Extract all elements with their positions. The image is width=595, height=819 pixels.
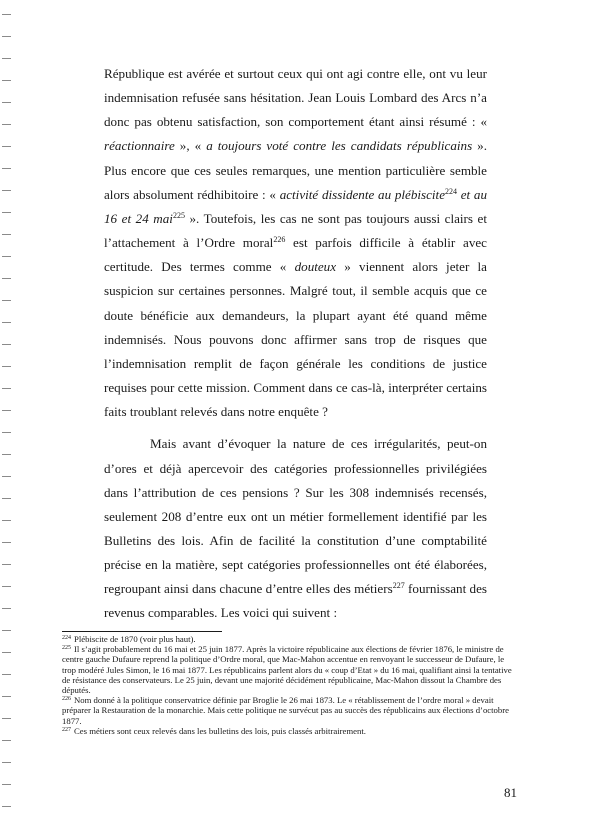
binding-mark [2,344,11,345]
binding-mark [2,80,11,81]
footnote-ref-227: 227 [392,581,405,591]
binding-mark [2,366,11,367]
binding-mark [2,36,11,37]
binding-mark [2,586,11,587]
binding-mark [2,740,11,741]
footnote-226: $^{226}$ Nom donné à la politique conservatrice définie par Broglie le 26 mai 1873. Le « rétablissement de l’ordre moral » devait préparer la Restauration de la monarchie. Mais cette politique ne survécut pas au succès des républicains aux élections d’octobre 1877. [62,695,509,726]
binding-mark [2,784,11,785]
binding-mark [2,234,11,235]
binding-mark [2,608,11,609]
page-number: 81 [504,785,517,800]
binding-mark [2,696,11,697]
binding-mark [2,718,11,719]
binding-mark [2,322,11,323]
binding-mark [2,630,11,631]
quote-mai: et au 16 et 24 mai [104,186,487,226]
binding-mark [2,124,11,125]
binding-mark [2,410,11,411]
binding-mark [2,674,11,675]
binding-mark [2,190,11,191]
quote-douteux: douteux [294,259,337,275]
binding-mark [2,542,11,543]
binding-mark [2,476,11,477]
binding-mark [2,146,11,147]
binding-mark [2,806,11,807]
footnote-227: $^{227}$ Ces métiers sont ceux relevés dans les bulletins des lois, puis classés arbitrairement. [62,725,366,736]
footnotes [62,634,517,736]
binding-mark [2,14,11,15]
paragraph-2: Mais avant d’évoquer la nature de ces irrégularités, peut-on d’ores et déjà apercevoir des catégories professionnelles privilégiées dans l’attribution de ces pensions ? Sur les 308 indemnisés recensés, seulement 208 d’entre eux ont un métier formellement identifié par les Bulletins des lois. Afin de facilité la constitution d’une comptabilité précise en la matière, sept catégories professionnelles ont été élaborées, regroupant ainsi dans chacune d’entre elles des métiers$^{227}$ fournissant des revenus comparables. Les voici qui suivent : [104,436,487,621]
paragraph-1: République est avérée et surtout ceux qui ont agi contre elle, ont vu leur indemnisation refusée sans hésitation. Jean Louis Lombard des Arcs n’a donc pas obtenu satisfaction, son comportement étant ainsi résumé : « réactionnaire », « a toujours voté contre les candidats républicains ». Plus encore que ces seules remarques, une mention particulière semble alors absolument rédhibitoire : « activité dissidente au plébiscite$^{224}$ et au 16 et 24 mai$^{225}$ ». Toutefois, les cas ne sont pas toujours aussi clairs et l’attachement à l’Ordre moral$^{226}$ est parfois difficile à établir avec certitude. Des termes comme « douteux » viennent alors jeter la suspicion sur certaines personnes. Malgré tout, il semble acquis que ce doute bénéficie aux demandeurs, la plupart ayant été quand même indemnisés. Nous pouvons donc affirmer sans trop de risques que l’indemnisation remplit de façon générale les conditions de justice requises pour cette mission. Comment dans ce cas-là, interpréter certains faits troublant relevés dans notre enquête ? [104,66,488,420]
binding-mark [2,652,11,653]
binding-mark [2,388,11,389]
footnote-ref-224: 224 [445,186,458,196]
binding-mark [2,300,11,301]
binding-mark [2,212,11,213]
binding-mark [2,58,11,59]
binding-mark [2,564,11,565]
binding-mark [2,168,11,169]
binding-mark [2,454,11,455]
binding-mark [2,498,11,499]
binding-holes [0,0,18,819]
quote-reactionnaire: réactionnaire [104,138,175,154]
binding-mark [2,520,11,521]
footnote-ref-225: 225 [172,210,185,220]
binding-mark [2,102,11,103]
binding-mark [2,762,11,763]
binding-mark [2,278,11,279]
binding-mark [2,432,11,433]
quote-vote: a toujours voté contre les candidats républicains [206,138,473,154]
footnote-separator [62,631,222,632]
binding-mark [2,256,11,257]
footnote-225: $^{225}$ Il s’agit probablement du 16 mai et 25 juin 1877. Après la victoire républicaine aux élections de février 1876, le ministre de centre gauche Dufaure reprend la politique d’Ordre moral, que Mac-Mahon accentue en renvoyant le successeur de Dufaure, le trop modéré Jules Simon, le 16 mai 1877. Les républicains parlent alors du « coup d’Etat » du 16 mai, qualifiant ainsi la tentative de résistance des conservateurs. Le 25 juin, devant une majorité décidément républicaine, Mac-Mahon dissout la Chambre des députés. [62,644,512,696]
quote-activite: activité dissidente au plébiscite [279,186,446,202]
footnote-224: $^{224}$ Plébiscite de 1870 (voir plus haut). [62,634,196,644]
footnote-ref-226: 226 [273,235,286,245]
main-text [104,62,487,626]
